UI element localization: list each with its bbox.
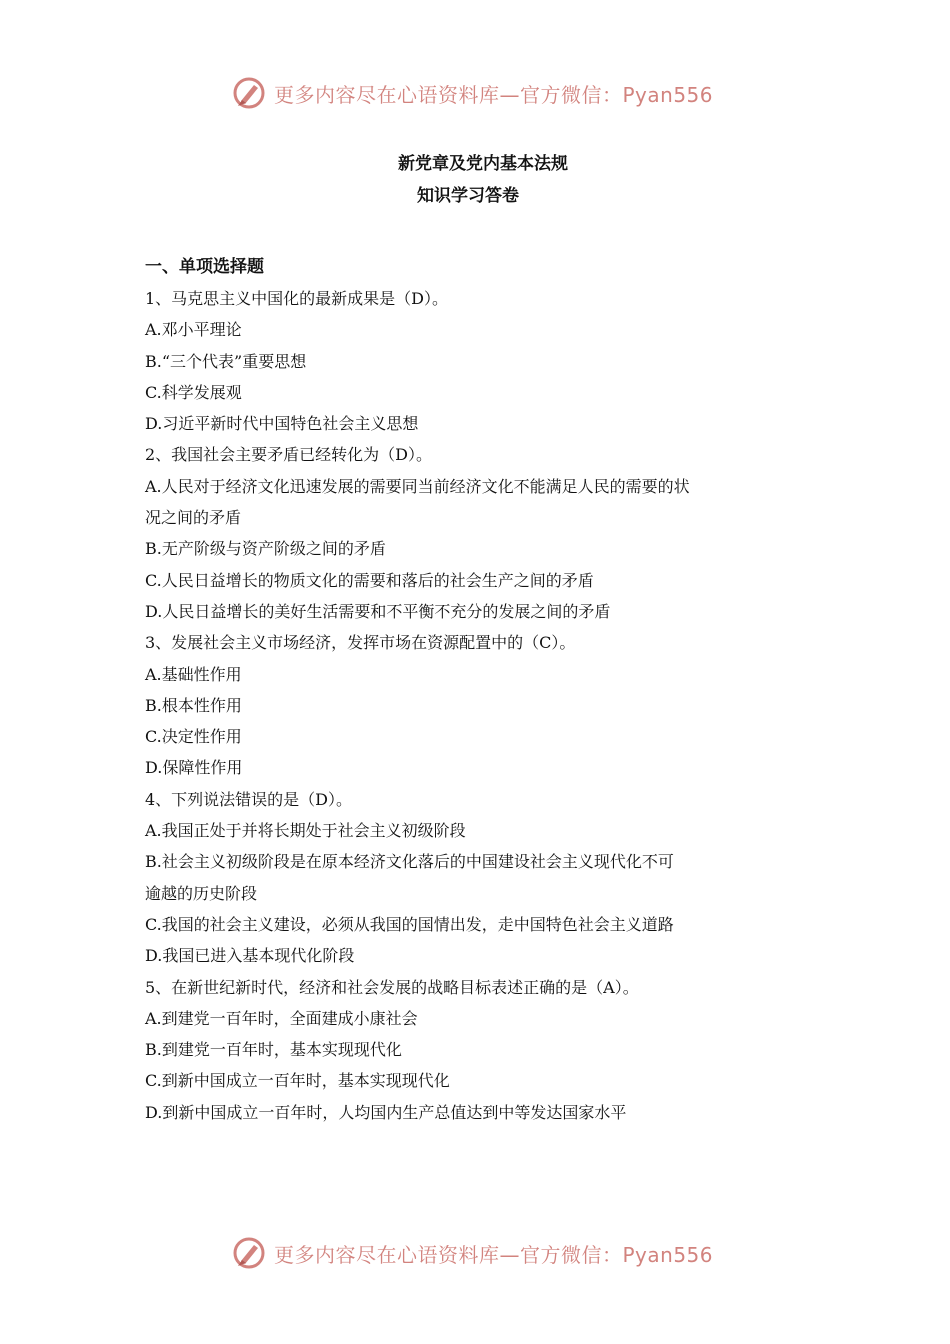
- answer-option: A.到建党一百年时，全面建成小康社会: [145, 1008, 418, 1028]
- question-block: [145, 439, 825, 627]
- banner-text: 更多内容尽在心语资料库—官方微信：Pyan556: [274, 1242, 714, 1267]
- question-block: [145, 283, 825, 439]
- footer-watermark-banner: [232, 1236, 752, 1270]
- answer-option: B.根本性作用: [145, 695, 242, 715]
- pen-circle-icon: [232, 1236, 266, 1270]
- answer-option: D.到新中国成立一百年时，人均国内生产总值达到中等发达国家水平: [145, 1102, 627, 1122]
- document-body: [145, 252, 825, 1128]
- question-stem: 4、下列说法错误的是（D）。: [145, 789, 353, 809]
- answer-option: D.保障性作用: [145, 758, 243, 778]
- answer-option: B.无产阶级与资产阶级之间的矛盾: [145, 539, 386, 559]
- answer-option-continuation: 况之间的矛盾: [145, 508, 242, 528]
- pen-circle-icon: [232, 76, 266, 110]
- answer-option: D.我国已进入基本现代化阶段: [145, 946, 355, 966]
- question-stem: 3、发展社会主义市场经济，发挥市场在资源配置中的（C）。: [145, 633, 576, 653]
- answer-option: C.科学发展观: [145, 382, 242, 402]
- answer-option: C.我国的社会主义建设，必须从我国的国情出发，走中国特色社会主义道路: [145, 914, 674, 934]
- question-block: [145, 627, 825, 783]
- question-block: [145, 784, 825, 972]
- document-title-line2: 知识学习答卷: [417, 186, 519, 206]
- answer-option: C.决定性作用: [145, 727, 242, 747]
- question-stem: 1、马克思主义中国化的最新成果是（D）。: [145, 289, 449, 308]
- question-block: [145, 972, 825, 1128]
- banner-text: 更多内容尽在心语资料库—官方微信：Pyan556: [274, 82, 714, 107]
- document-title-line1: 新党章及党内基本法规: [398, 154, 568, 174]
- answer-option: C.人民日益增长的物质文化的需要和落后的社会生产之间的矛盾: [145, 570, 594, 590]
- answer-option: B.到建党一百年时，基本实现现代化: [145, 1040, 402, 1060]
- question-stem: 5、在新世纪新时代，经济和社会发展的战略目标表述正确的是（A）。: [145, 977, 639, 997]
- answer-option: A.邓小平理论: [145, 320, 242, 340]
- answer-option: B.社会主义初级阶段是在原本经济文化落后的中国建设社会主义现代化不可: [145, 852, 674, 872]
- question-stem: 2、我国社会主要矛盾已经转化为（D）。: [145, 445, 433, 465]
- answer-option: B.“三个代表”重要思想: [145, 351, 307, 371]
- header-watermark-banner: [232, 76, 752, 110]
- section-heading: 一、单项选择题: [145, 257, 264, 277]
- answer-option-continuation: 逾越的历史阶段: [145, 883, 258, 903]
- answer-option: D.习近平新时代中国特色社会主义思想: [145, 414, 419, 434]
- answer-option: C.到新中国成立一百年时，基本实现现代化: [145, 1071, 450, 1091]
- answer-option: A.我国正处于并将长期处于社会主义初级阶段: [145, 821, 466, 841]
- answer-option: D.人民日益增长的美好生活需要和不平衡不充分的发展之间的矛盾: [145, 601, 611, 621]
- answer-option: A.人民对于经济文化迅速发展的需要同当前经济文化不能满足人民的需要的状: [145, 476, 690, 496]
- answer-option: A.基础性作用: [145, 664, 242, 684]
